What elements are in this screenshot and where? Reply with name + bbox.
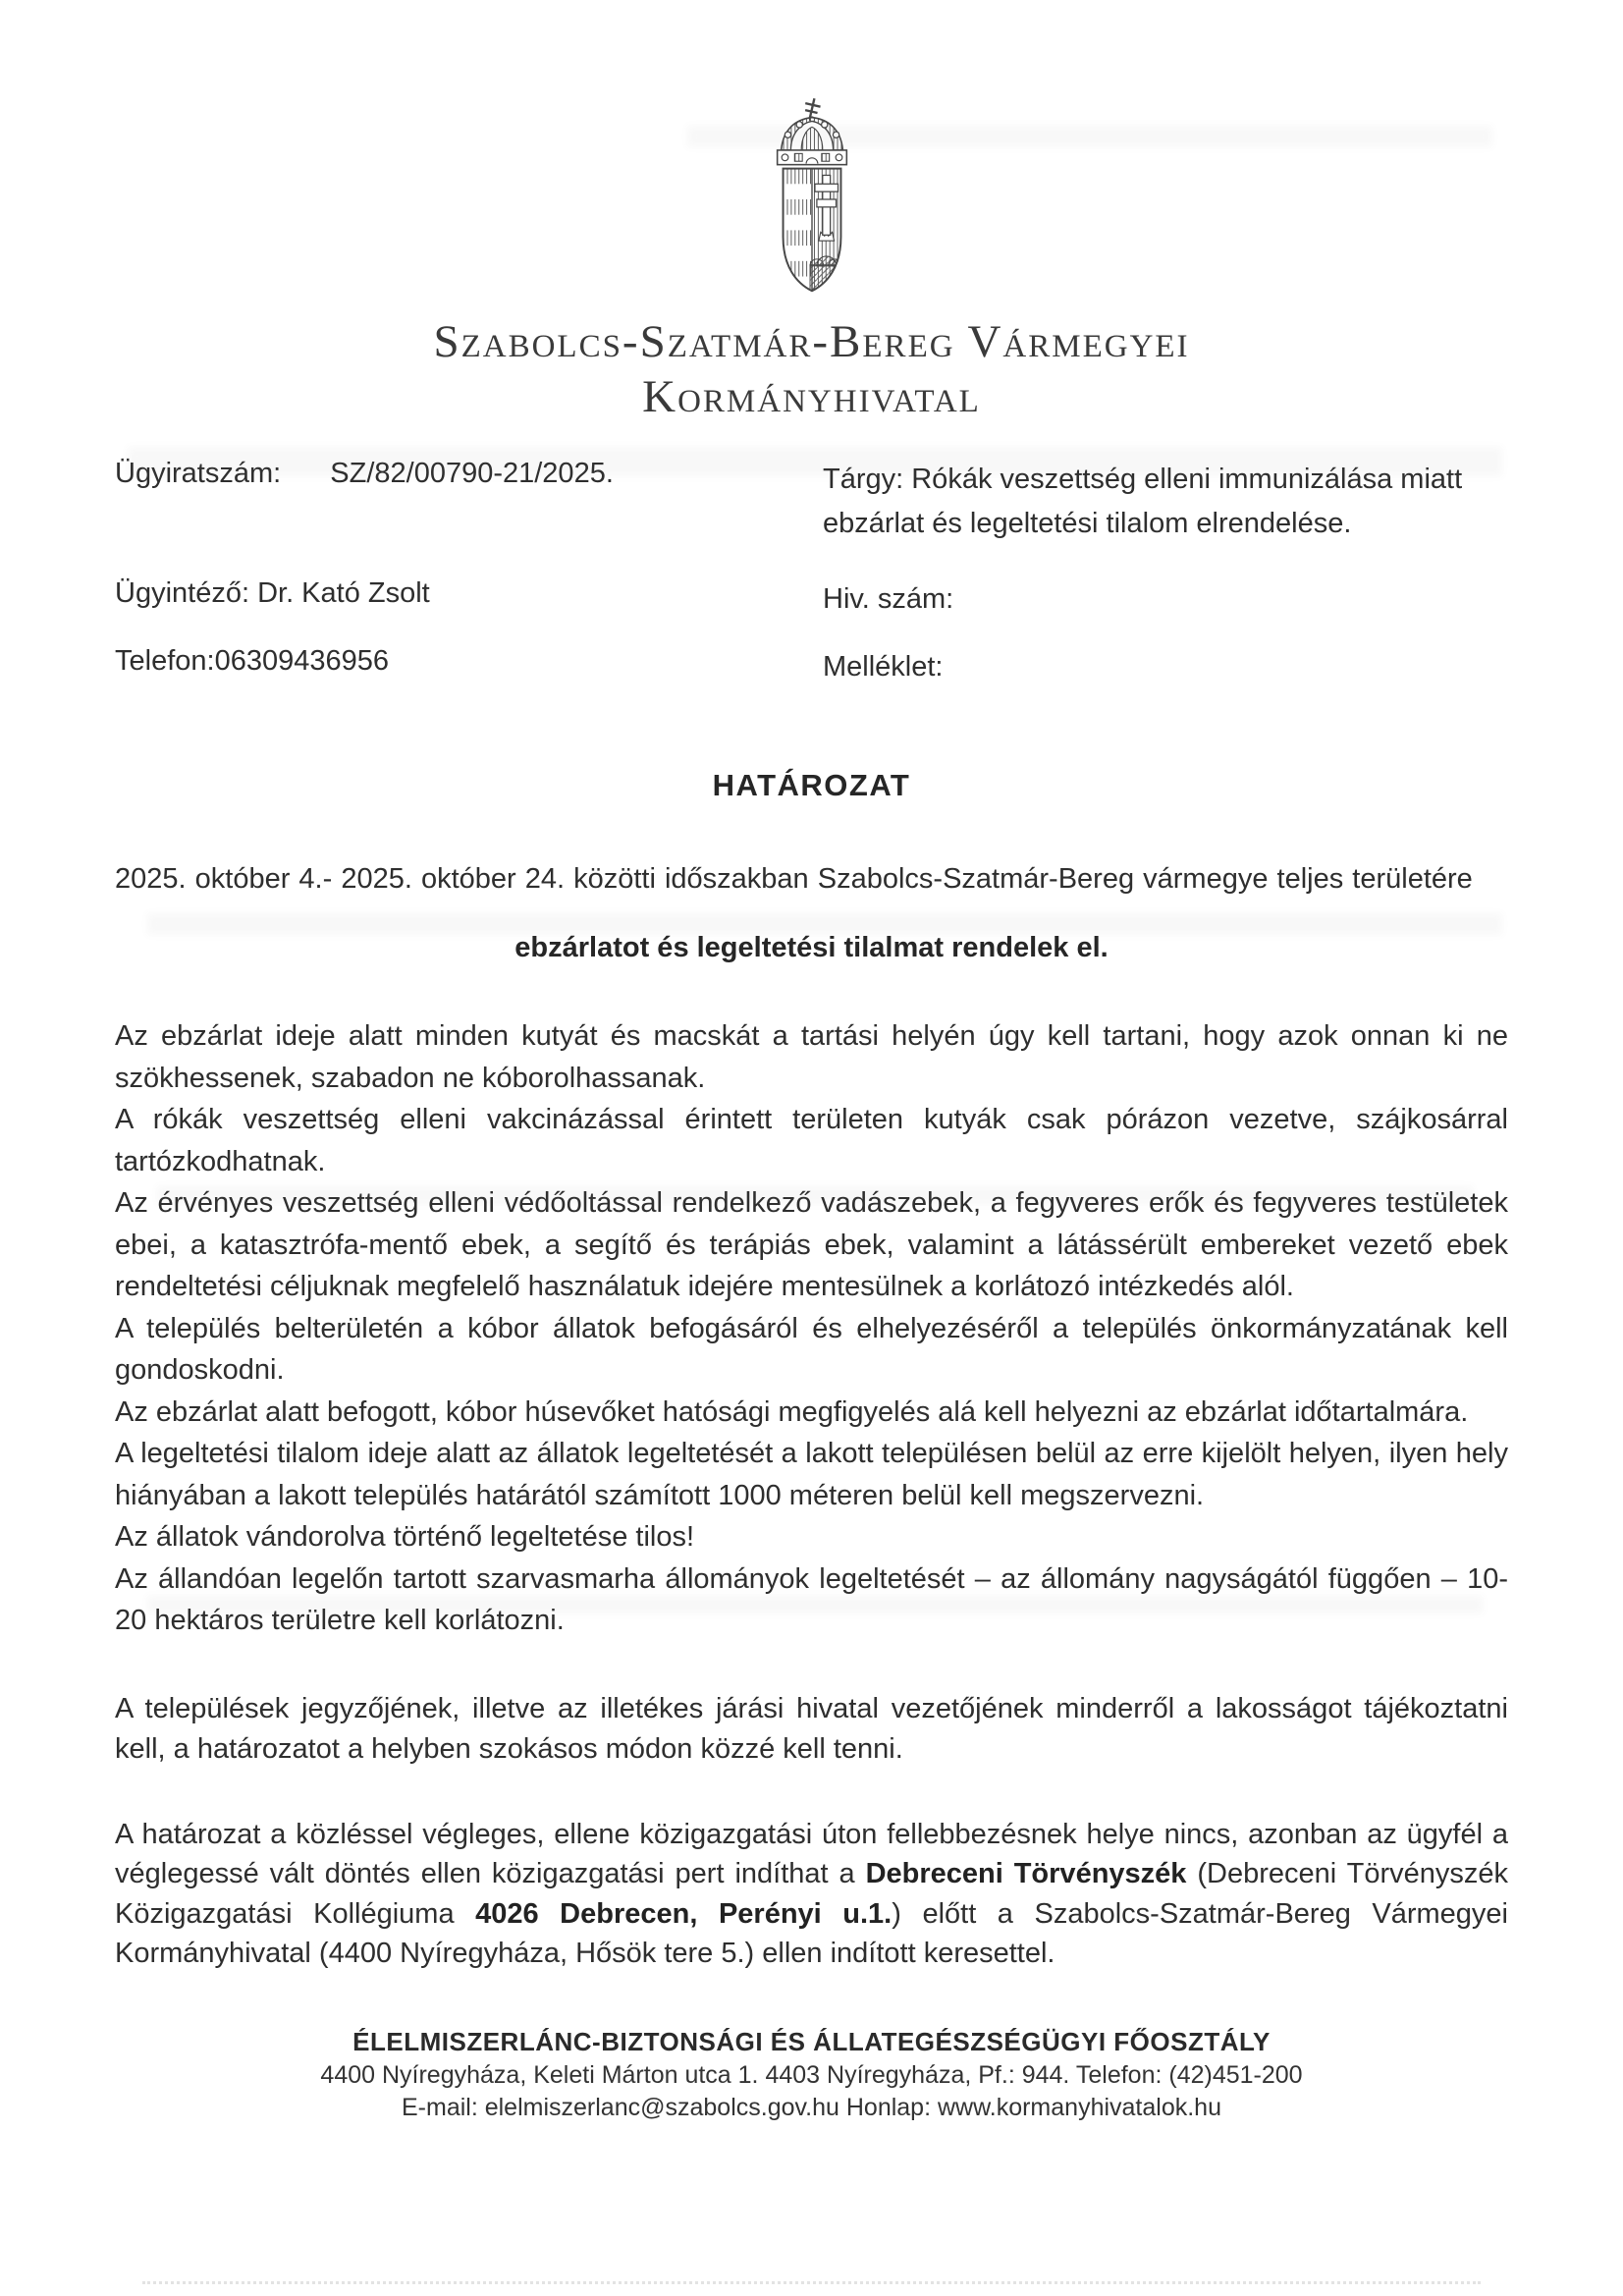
case-officer: Ügyintéző: Dr. Kató Zsolt: [115, 577, 430, 609]
decree-intro-paragraph: 2025. október 4.- 2025. október 24. közötti időszakban Szabolcs-Szatmár-Bereg vármegye teljes területére: [115, 863, 1473, 895]
decree-paragraph: A település belterületén a kóbor állatok befogásáról és elhelyezéséről a település önkormányzatának kell gondoskodni.: [115, 1312, 1508, 1386]
footer-contact: E-mail: elelmiszerlanc@szabolcs.gov.hu Honlap: www.kormanyhivatalok.hu: [402, 2093, 1221, 2121]
coat-of-arms: [0, 0, 1623, 304]
footer-department: ÉLELMISZERLÁNC-BIZTONSÁGI ÉS ÁLLATEGÉSZSÉGÜGYI FŐOSZTÁLY: [352, 2026, 1271, 2056]
hungarian-coat-of-arms-icon: [758, 94, 866, 304]
meta-row-3: [115, 645, 1508, 689]
organization-title: [0, 314, 1623, 424]
phone-number: Telefon:06309436956: [115, 645, 389, 677]
decree-paragraph: Az állandóan legelőn tartott szarvasmarha állományok legeltetését – az állomány nagyságától függően – 10-20 hektáros területre kell korlátozni.: [115, 1562, 1508, 1636]
meta-row-2: [115, 577, 1508, 622]
reference-number: Hiv. szám:: [823, 583, 954, 615]
attachment: Melléklet:: [823, 651, 944, 683]
decree-paragraph: Az ebzárlat alatt befogott, kóbor húsevőket hatósági megfigyelés alá kell helyezni az ebzárlat időtartalmára.: [115, 1395, 1469, 1428]
decree-paragraph: A rókák veszettség elleni vakcinázással érintett területen kutyák csak pórázon vezetve, szájkosárral tartózkodhatnak.: [115, 1104, 1508, 1177]
case-number-value: SZ/82/00790-21/2025.: [330, 458, 614, 489]
scan-artifact-line: [142, 2281, 1481, 2284]
footer: [0, 2027, 1623, 2122]
publication-paragraph: A települések jegyzőjének, illetve az illetékes járási hivatal vezetőjének minderről a lakosságot tájékoztatni kell, a határozatot a helyben szokásos módon közzé kell tenni.: [115, 1692, 1508, 1765]
case-number: [115, 458, 823, 546]
meta-row-1: [115, 458, 1508, 546]
organization-title-line1: Szabolcs-Szatmár-Bereg Vármegyei: [433, 316, 1190, 367]
decree-body: [115, 1015, 1508, 1642]
organization-title-line2: Kormányhivatal: [642, 371, 981, 422]
document-meta: [115, 458, 1508, 689]
decree-paragraph: Az állatok vándorolva történő legeltetése tilos!: [115, 1521, 695, 1553]
appeal-paragraph: A határozat a közléssel végleges, ellene közigazgatási úton fellebbezésnek helye nincs, azonban az ügyfél a véglegessé vált döntés ellen közigazgatási pert indíthat a Debreceni Törvényszék (Debreceni Törvényszék Közigazgatási Kollégiuma 4026 Debrecen, Perényi u.1.) előtt a Szabolcs-Szatmár-Bereg Vármegyei Kormányhivatal (4400 Nyíregyháza, Hősök tere 5.) ellen indított keresettel.: [115, 1818, 1508, 1969]
decree-heading: HATÁROZAT: [712, 768, 911, 802]
footer-address: 4400 Nyíregyháza, Keleti Márton utca 1. 4403 Nyíregyháza, Pf.: 944. Telefon: (42)451-200: [320, 2060, 1303, 2089]
case-number-label: Ügyiratszám:: [115, 458, 282, 489]
decree-paragraph: Az érvényes veszettség elleni védőoltással rendelkező vadászebek, a fegyveres erők és fegyveres testületek ebei, a katasztrófa-mentő ebek, a segítő és terápiás ebek, valamint a látássérült embereket vezető ebek rendeltetési céljuknak megfelelő használatuk idejére mentesülnek a korlátozó intézkedés alól.: [115, 1187, 1508, 1302]
subject: Tárgy: Rókák veszettség elleni immunizálása miatt ebzárlat és legeltetési tilalom elrendelése.: [823, 464, 1463, 539]
decree-paragraph: Az ebzárlat ideje alatt minden kutyát és macskát a tartási helyén úgy kell tartani, hogy azok onnan ki ne szökhessenek, szabadon ne kóborolhassanak.: [115, 1020, 1508, 1094]
decree-paragraph: A legeltetési tilalom ideje alatt az állatok legeltetését a lakott településen belül az erre kijelölt helyen, ilyen hely hiányában a lakott település határától számított 1000 méteren belül kell megszervezni.: [115, 1438, 1508, 1511]
decree-order-line: ebzárlatot és legeltetési tilalmat rendelek el.: [514, 932, 1109, 963]
